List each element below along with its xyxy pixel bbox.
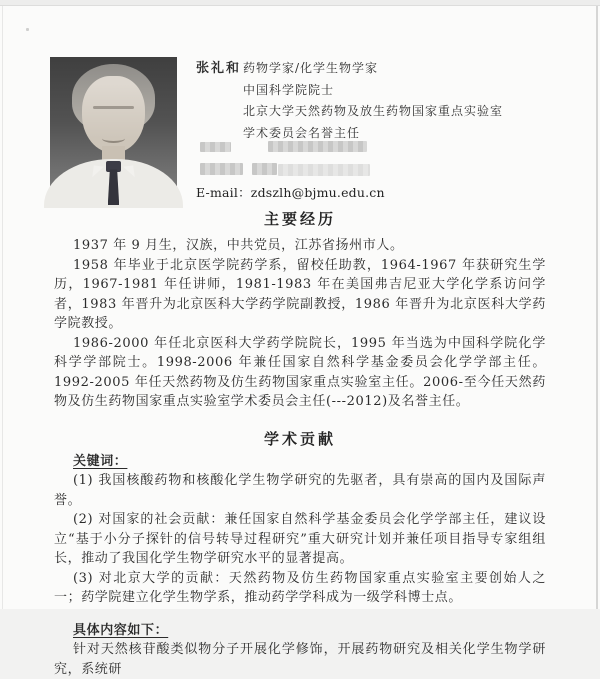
email-value: zdszlh@bjmu.edu.cn [250, 185, 385, 200]
details-partial-line: 针对天然核苷酸类似物分子开展化学修饰，开展药物研究及相关化学生物学研究，系统研 [54, 642, 546, 677]
section-heading-contribution: 学术贡献 [263, 429, 336, 448]
redacted-block [278, 164, 370, 176]
portrait-photo [50, 57, 177, 205]
scan-edge-left [2, 6, 3, 609]
contribution-item: (2) 对国家的社会贡献：兼任国家自然科学基金委员会化学学部主任，建议设立“基于小分子探针的信号转导过程研究”重大研究计划并兼任项目指导专家组组长，推动了我国化学生物学研究水平的显著提高。 [54, 512, 546, 566]
keywords-label-line [54, 452, 546, 472]
details-label-line [54, 621, 546, 641]
profile-committee-line: 学术委员会名誉主任 [243, 125, 361, 140]
email-label: E-mail： [196, 185, 251, 200]
section-heading-experience: 主要经历 [263, 210, 336, 228]
photo-collar-right [123, 166, 135, 179]
scan-speck [26, 28, 29, 31]
profile-lab-line: 北京大学天然药物及放生药物国家重点实验室 [243, 104, 504, 119]
redacted-block [200, 163, 243, 175]
photo-smile [102, 134, 125, 143]
experience-paragraph: 1986-2000 年任北京医科大学药学院院长，1995 年当选为中国科学院化学科学学部院士。1998-2006 年兼任国家自然科学基金委员会化学学部主任。1992-2005 年任天然药物及仿生药物国家重点实验室主任。2006-至今任天然药物及仿生药物国家重点实验室学术委员会主任(---2012)及名誉主任。 [54, 335, 546, 409]
redacted-block [200, 142, 231, 152]
photo-glasses-line [93, 106, 134, 109]
experience-paragraph: 1958 年毕业于北京医学院药学系，留校任助教，1964-1967 年获研究生学历，1967-1981 年任讲师，1981-1983 年在美国弗吉尼亚大学化学系访问学者，1983 年晋升为北京医科大学药学院副教授，1986 年晋升为北京医科大学药学院教授。 [54, 257, 546, 331]
photo-collar-left [92, 166, 104, 179]
details-label: 具体内容如下： [73, 622, 169, 638]
email-row [196, 183, 385, 201]
scan-edge-right [596, 6, 598, 609]
scan-edge-top [0, 0, 600, 6]
profile-academician-line: 中国科学院院士 [243, 82, 335, 97]
contribution-item: (1) 我国核酸药物和核酸化学生物学研究的先驱者，具有崇高的国内及国际声誉。 [54, 473, 546, 508]
profile-name: 张礼和 [196, 61, 242, 76]
profile-header [196, 58, 570, 144]
profile-title: 药物学家/化学生物学家 [243, 61, 379, 75]
redacted-block [268, 141, 367, 152]
experience-paragraph: 1937 年 9 月生，汉族，中共党员，江苏省扬州市人。 [73, 238, 404, 253]
keywords-label: 关键词： [73, 453, 128, 469]
redacted-block [252, 163, 277, 175]
contribution-item: (3) 对北京大学的贡献：天然药物及仿生药物国家重点实验室主要创始人之一；药学院建立化学生物学系，推动药学学科成为一级学科博士点。 [54, 570, 546, 605]
profile-name-row [196, 58, 570, 80]
document-body [54, 208, 546, 679]
